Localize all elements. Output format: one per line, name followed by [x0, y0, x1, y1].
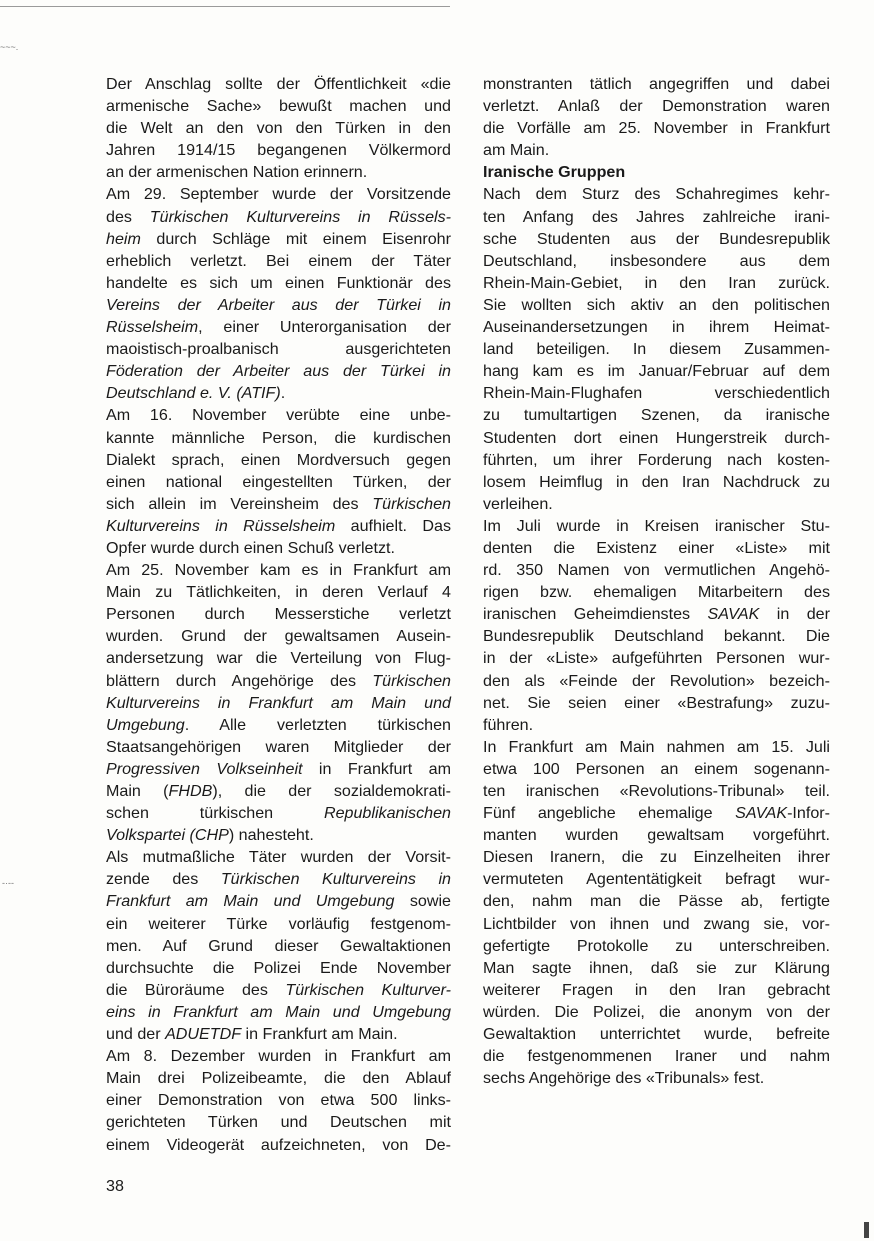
page-number: 38: [106, 1177, 124, 1195]
paragraph: In Frankfurt am Main nahmen am 15. Juli etwa 100 Personen an einem sogenann- ten iranischen «Revolutions-Tribunal» teil. Fünf angebliche ehemalige SAVAK-Infor- manten wurden gewaltsam vorgeführt. Diesen Iranern, die zu Einzelheiten ihrer vermuteten Agententätigkeit befragt wur- den, nahm man die Pässe ab, fertigte Lichtbilder von ihnen und zwang sie, vor- gefertigte Protokolle zu unterschreiben. Man sagte ihnen, daß sie zur Klärung weiterer Fragen in den Iran gebracht würden. Die Polizei, die anonym von der Gewaltaktion unterrichtet wurde, befreite die festgenommenen Iraner und nahm sechs Angehörige des «Tribunals» fest.: [483, 737, 830, 1088]
top-rule: [0, 6, 450, 7]
paragraph: Der Anschlag sollte der Öffentlichkeit «die armenische Sache» bewußt machen und die Welt an den von den Türken in den Jahren 1914/15 begangenen Völkermord an der armenischen Nation erinnern.: [106, 75, 451, 182]
paragraph: Nach dem Sturz des Schahregimes kehr- ten Anfang des Jahres zahlreiche irani- sche Studenten aus der Bundesrepublik Deutschland, insbesondere aus dem Rhein-Main-Gebiet, in den Iran zurück. Sie wollten sich aktiv an den politischen Auseinandersetzungen in ihrem Heimat- land beteiligen. In diesem Zusammen- hang kam es im Januar/Februar auf dem Rhein-Main-Flughafen verschiedentlich zu tumultartigen Szenen, da iranische Studenten dort einen Hungerstreik durch- führten, um ihrer Forderung nach kosten- losem Heimflug in den Iran Nachdruck zu verleihen.: [483, 185, 830, 513]
paragraph: Am 8. Dezember wurden in Frankfurt am Main drei Polizeibeamte, die den Ablauf einer Demonstration von etwa 500 links- gerichteten Türken und Deutschen mit einem Videogerät aufzeichneten, von De-: [106, 1047, 451, 1154]
left-column: [106, 73, 451, 1156]
paragraph: Im Juli wurde in Kreisen iranischer Stu- denten die Existenz einer «Liste» mit rd. 350 Namen von vermutlichen Angehö- rigen bzw. ehemaligen Mitarbeitern des iranischen Geheimdienstes SAVAK in der Bundesrepublik Deutschland bekannt. Die in der «Liste» aufgeführten Personen wur- den als «Feinde der Revolution» bezeich- net. Sie seien einer «Bestrafung» zuzu- führen.: [483, 516, 830, 734]
right-column: [483, 73, 830, 1089]
paragraph: Als mutmaßliche Täter wurden der Vorsit- zende des Türkischen Kulturvereins in Frankfurt am Main und Umgebung sowie ein weiterer Türke vorläufig festgenom- men. Auf Grund dieser Gewaltaktionen durchsuchte die Polizei Ende November die Büroräume des Türkischen Kulturver- eins in Frankfurt am Main und Umgebung und der ADUETDF in Frankfurt am Main.: [106, 848, 451, 1044]
paragraph: monstranten tätlich angegriffen und dabei verletzt. Anlaß der Demonstration waren die Vorfälle am 25. November in Frankfurt am Main.: [483, 75, 830, 160]
scan-speck-icon: [864, 1222, 869, 1238]
scan-mark-icon: ~~~.: [0, 42, 19, 52]
section-heading: Iranische Gruppen: [483, 163, 626, 182]
paragraph: Am 16. November verübte eine unbe- kannte männliche Person, die kurdischen Dialekt sprach, einen Mordversuch gegen einen national eingestellten Türken, der sich allein im Vereinsheim des Türkischen Kulturvereins in Rüsselsheim aufhielt. Das Opfer wurde durch einen Schuß verletzt.: [106, 406, 452, 557]
paragraph: Am 25. November kam es in Frankfurt am Main zu Tätlichkeiten, in deren Verlauf 4 Personen durch Messerstiche verletzt wurden. Grund der gewaltsamen Ausein- andersetzung war die Verteilung von Flug- blättern durch Angehörige des Türkischen Kulturvereins in Frankfurt am Main und Umgebung. Alle verletzten türkischen Staatsangehörigen waren Mitglieder der Progressiven Volkseinheit in Frankfurt am Main (FHDB), die der sozialdemokrati- schen türkischen Republikanischen Volkspartei (CHP) nahesteht.: [106, 561, 451, 845]
paragraph: Am 29. September wurde der Vorsitzende des Türkischen Kulturvereins in Rüssels- heim durch Schläge mit einem Eisenrohr erheblich verletzt. Bei einem der Täter handelte es sich um einen Funktionär des Vereins der Arbeiter aus der Türkei in Rüsselsheim, einer Unterorganisation der maoistisch-proalbanisch ausgerichteten Föderation der Arbeiter aus der Türkei in Deutschland e. V. (ATIF).: [106, 185, 452, 403]
scan-mark-icon: -·--: [2, 878, 14, 888]
